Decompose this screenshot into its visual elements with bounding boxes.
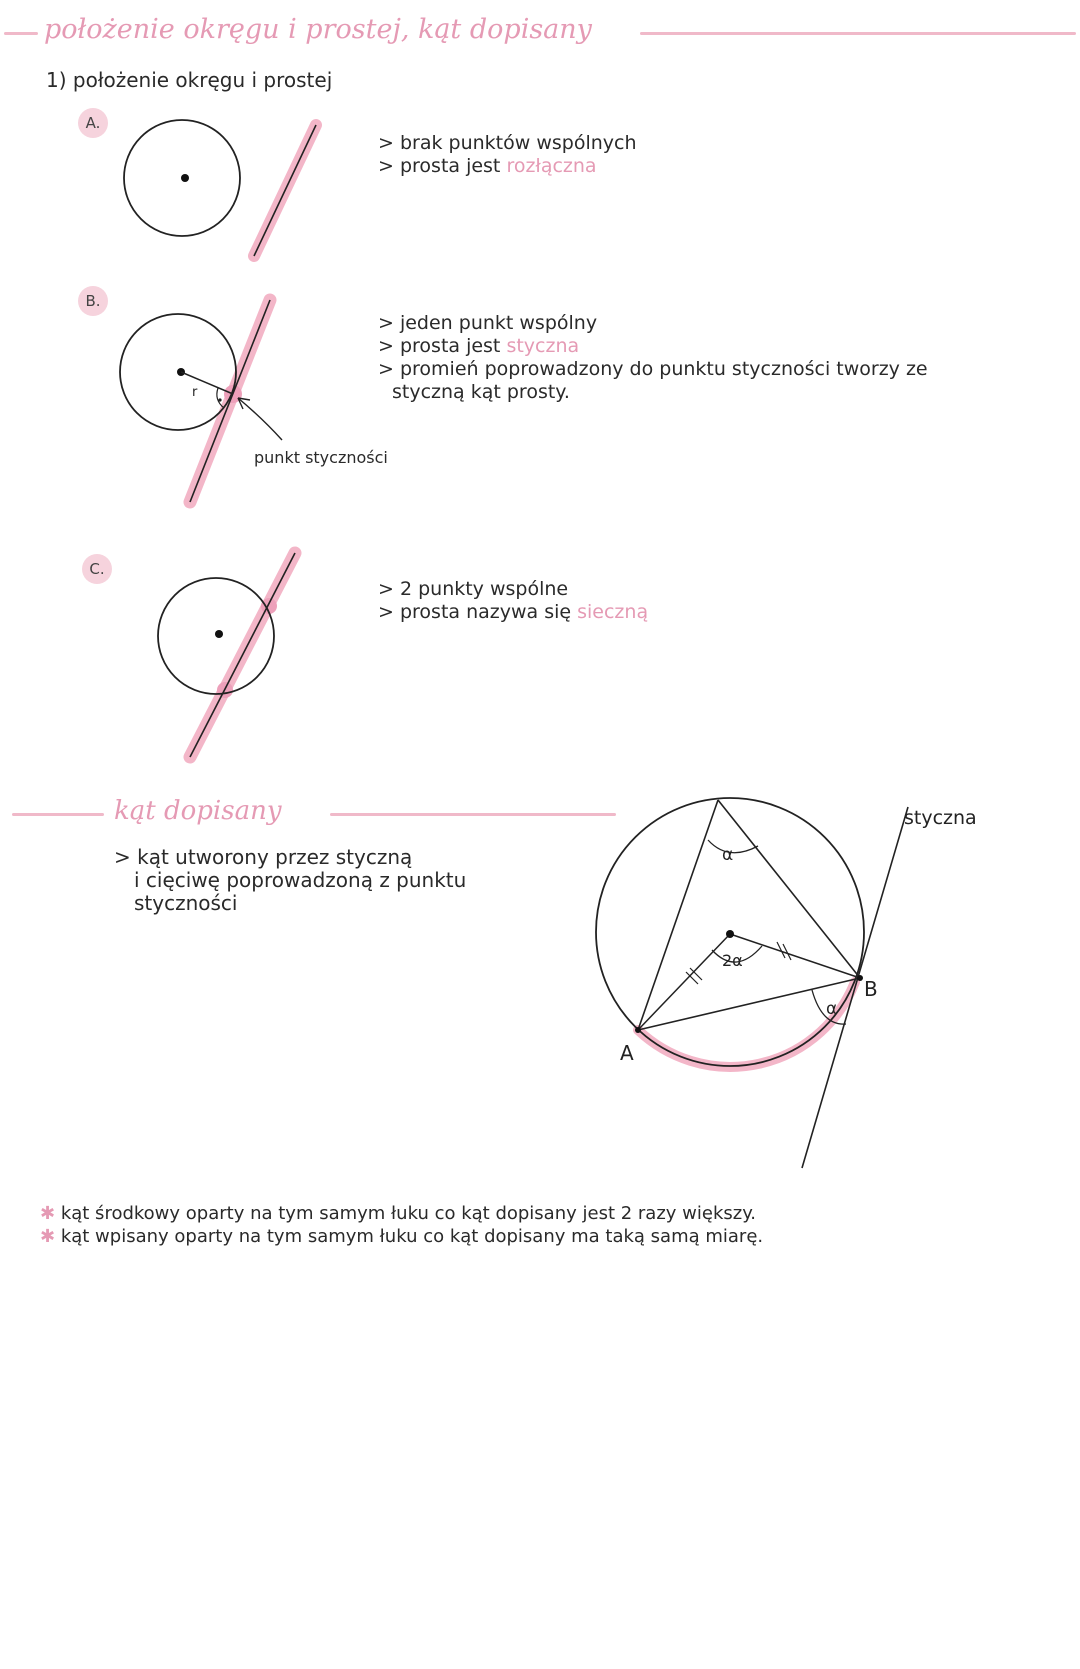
figure-b <box>120 300 282 502</box>
tangent-angle-label: α <box>826 999 838 1019</box>
figure-b-radius-label: r <box>192 385 198 400</box>
center-dot <box>726 930 734 938</box>
definition-line-2: i cięciwę poprowadzoną z punktu <box>134 868 467 892</box>
figure-b-tangent-line <box>190 300 270 502</box>
footnote-1: ✱ kąt środkowy oparty na tym samym łuku co kąt dopisany jest 2 razy większy. <box>40 1203 757 1224</box>
case-c-badge: C. <box>82 554 112 584</box>
radius-oa <box>638 934 730 1030</box>
figure-a-line <box>254 125 316 256</box>
case-c-note-2: > prosta nazywa się sieczną <box>378 601 649 623</box>
asterisk-icon: ✱ <box>40 1203 56 1224</box>
case-a-badge: A. <box>78 108 108 138</box>
arc-highlight <box>638 982 855 1067</box>
footnote-2: ✱ kąt wpisany oparty na tym samym łuku co kąt dopisany ma taką samą miarę. <box>40 1226 764 1247</box>
central-angle-label: 2α <box>722 951 743 970</box>
figure-b-radius <box>181 372 233 394</box>
definition-line-3: styczności <box>134 891 238 915</box>
definition-line-1: > kąt utworony przez styczną <box>114 845 413 869</box>
section2-title: kąt dopisany <box>114 796 282 826</box>
figure-c <box>158 553 295 757</box>
case-b-note-3: > promień poprowadzony do punktu styczności tworzy ze <box>378 358 928 380</box>
term-sieczna: sieczną <box>577 601 649 623</box>
figure-c-center-dot <box>215 630 223 638</box>
section1-heading: 1) położenie okręgu i prostej <box>46 68 333 92</box>
term-styczna: styczna <box>506 335 580 357</box>
point-a-dot <box>635 1027 641 1033</box>
asterisk-icon: ✱ <box>40 1226 56 1247</box>
point-a-label: A <box>620 1041 634 1065</box>
chord-ca <box>638 800 718 1030</box>
tangent-label: styczna <box>904 807 977 829</box>
figure-a-center-dot <box>181 174 189 182</box>
term-rozlaczna: rozłączna <box>506 155 597 177</box>
inscribed-angle-label: α <box>722 845 734 865</box>
figure-a <box>124 120 316 256</box>
point-of-tangency-label: punkt styczności <box>254 448 388 467</box>
case-a-note-1: > brak punktów wspólnych <box>378 132 637 154</box>
figure-tangent-chord <box>596 798 977 1168</box>
case-b-note-2: > prosta jest styczna <box>378 335 580 357</box>
radius-ob <box>730 934 860 978</box>
case-b-badge: B. <box>78 286 108 316</box>
case-b-note-1: > jeden punkt wspólny <box>378 312 598 334</box>
case-c-note-1: > 2 punkty wspólne <box>378 578 569 600</box>
case-b-note-4: styczną kąt prosty. <box>392 381 570 403</box>
case-a-note-2: > prosta jest rozłączna <box>378 155 597 177</box>
point-b-label: B <box>864 977 878 1001</box>
page-title: położenie okręgu i prostej, kąt dopisany <box>44 14 592 45</box>
figure-b-pointer-arrow <box>238 398 282 440</box>
point-b-dot <box>857 975 863 981</box>
figure-b-right-angle-dot <box>218 398 221 401</box>
